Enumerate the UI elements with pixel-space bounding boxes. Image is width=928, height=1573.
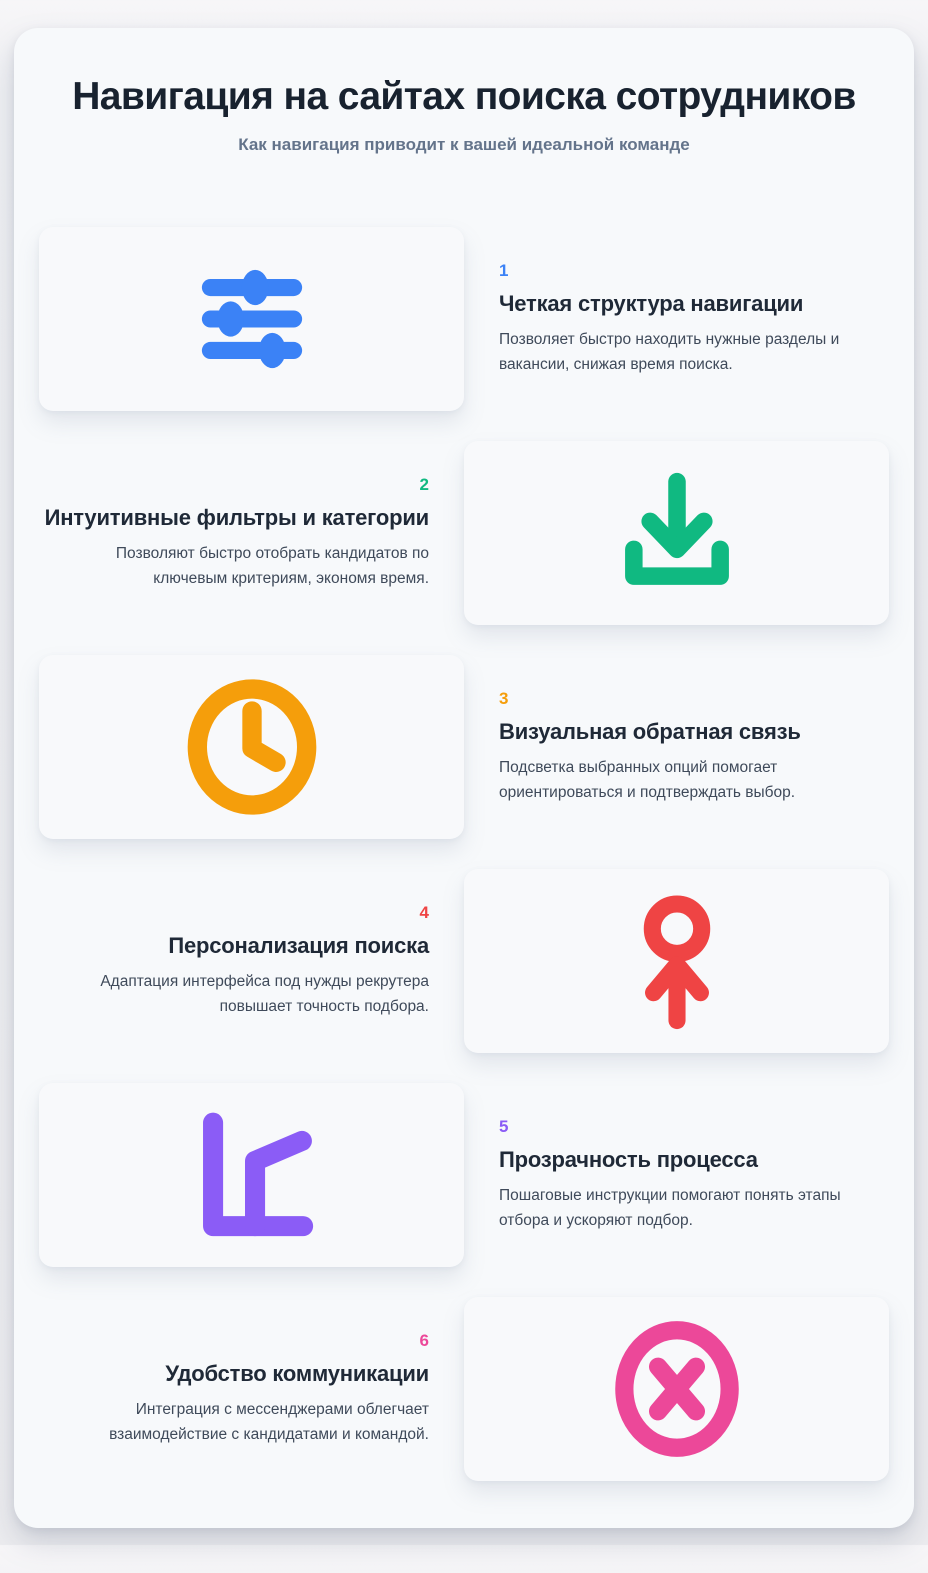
feature-row xyxy=(39,655,889,839)
page-title: Навигация на сайтах поиска сотрудников xyxy=(72,75,856,118)
icon-card xyxy=(464,869,889,1053)
item-number: 4 xyxy=(419,903,429,922)
item-description: Пошаговые инструкции помогают понять этапы отбора и ускоряют подбор. xyxy=(499,1187,841,1229)
feature-text xyxy=(39,869,429,1053)
item-title: Персонализация поиска xyxy=(168,933,429,958)
feature-row xyxy=(39,227,889,411)
item-description: Позволяет быстро находить нужные разделы и вакансии, снижая время поиска. xyxy=(499,331,840,373)
chart-icon xyxy=(179,1102,325,1248)
feature-text xyxy=(499,655,889,839)
item-description: Интеграция с мессенджерами облегчает взаимодействие с кандидатами и командой. xyxy=(109,1401,429,1443)
icon-card xyxy=(464,1297,889,1481)
item-description: Подсветка выбранных опций помогает ориентироваться и подтверждать выбор. xyxy=(499,759,796,801)
infographic-card xyxy=(14,28,914,1528)
icon-card xyxy=(464,441,889,625)
page-subtitle: Как навигация приводит к вашей идеальной команде xyxy=(238,135,690,154)
feature-text xyxy=(39,441,429,625)
feature-text xyxy=(499,227,889,411)
download-icon xyxy=(607,463,747,603)
item-description: Адаптация интерфейса под нужды рекрутера повышает точность подбора. xyxy=(100,973,429,1015)
feature-row xyxy=(39,441,889,625)
item-title: Визуальная обратная связь xyxy=(499,719,801,744)
item-title: Интуитивные фильтры и категории xyxy=(44,505,429,530)
circle-x-icon xyxy=(596,1308,758,1470)
item-number: 5 xyxy=(499,1117,509,1136)
feature-text xyxy=(499,1083,889,1267)
item-number: 2 xyxy=(419,475,429,494)
item-number: 1 xyxy=(499,261,509,280)
person-icon xyxy=(601,885,753,1037)
icon-card xyxy=(39,227,464,411)
item-title: Прозрачность процесса xyxy=(499,1147,758,1172)
feature-row xyxy=(39,1297,889,1481)
item-title: Удобство коммуникации xyxy=(165,1361,429,1386)
sliders-icon xyxy=(188,255,316,383)
feature-row xyxy=(39,1083,889,1267)
item-number: 3 xyxy=(499,689,509,708)
icon-card xyxy=(39,1083,464,1267)
icon-card xyxy=(39,655,464,839)
item-number: 6 xyxy=(419,1331,429,1350)
feature-rows xyxy=(39,227,889,1481)
feature-text xyxy=(39,1297,429,1481)
item-title: Четкая структура навигации xyxy=(499,291,804,316)
item-description: Позволяют быстро отобрать кандидатов по ключевым критериям, экономя время. xyxy=(115,545,429,587)
feature-row xyxy=(39,869,889,1053)
clock-icon xyxy=(172,667,332,827)
